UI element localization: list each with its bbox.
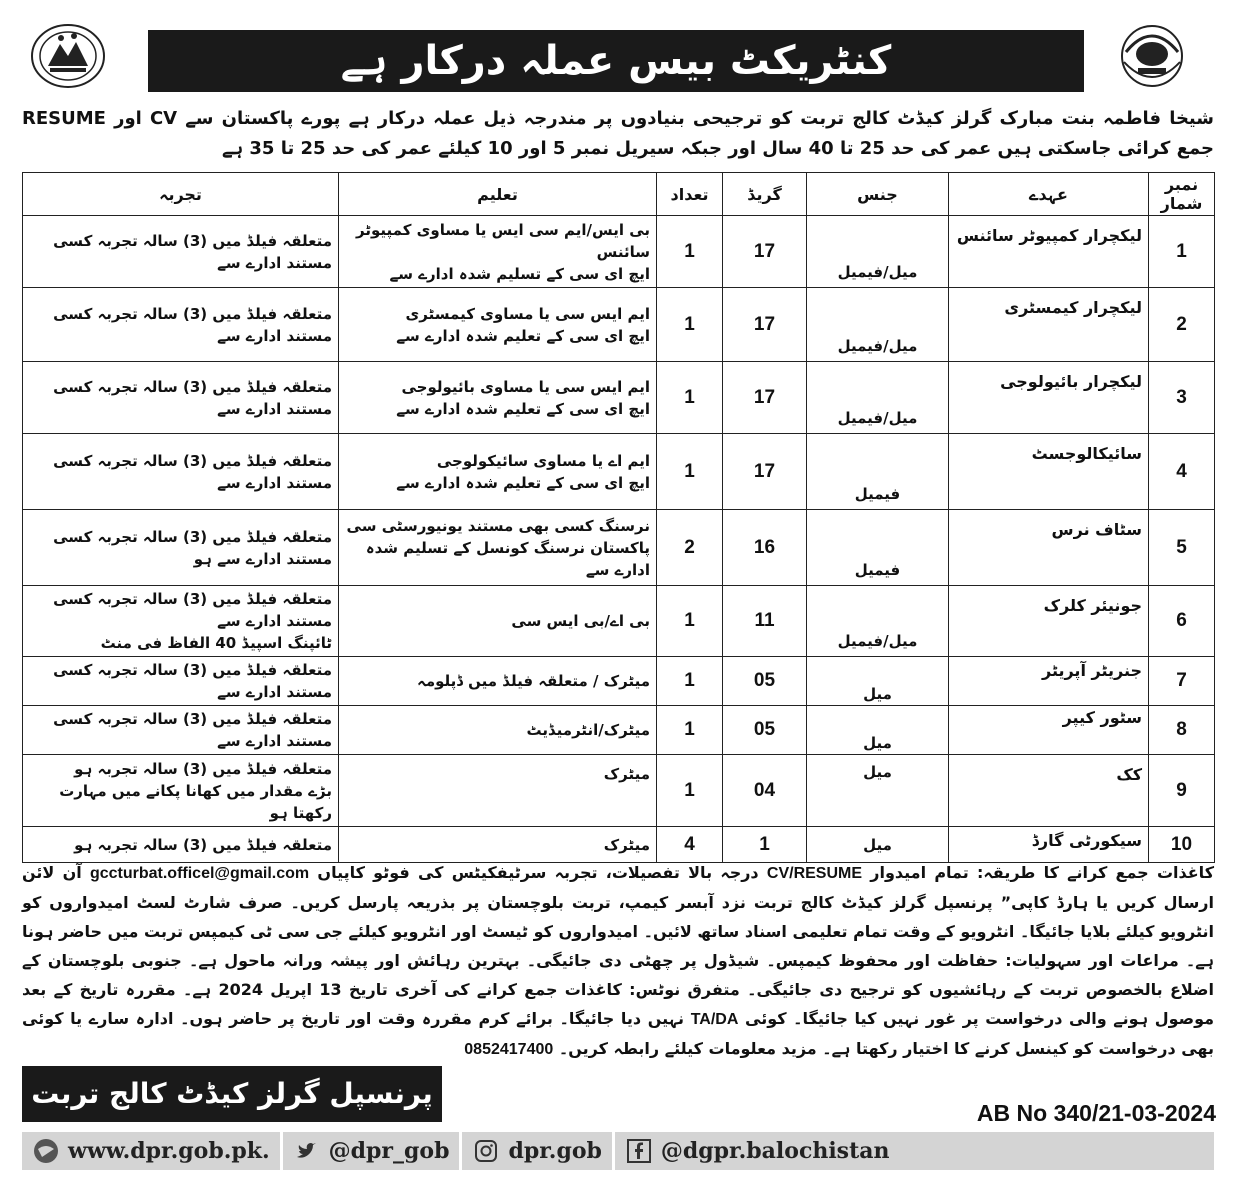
grade-cell: 16: [723, 510, 807, 586]
experience-line: متعلقہ فیلڈ میں (3) سالہ تجربہ ہو: [74, 835, 332, 854]
gender-cell: فیمیل: [807, 510, 949, 586]
post-cell: کک: [949, 755, 1149, 827]
experience-line: بڑے مقدار میں کھانا پکانے میں مہارت رکھتا ہو: [59, 781, 332, 822]
experience-line: متعلقہ فیلڈ میں (3) سالہ تجربہ کسی مستند ادارے سے: [53, 304, 332, 345]
experience-line: متعلقہ فیلڈ میں (3) سالہ تجربہ کسی مستند ادارے سے: [53, 451, 332, 492]
experience-cell: [23, 706, 339, 755]
serial-cell: 1: [1149, 216, 1215, 288]
grade-cell: 17: [723, 216, 807, 288]
experience-cell: [23, 434, 339, 510]
table-row: [23, 434, 1215, 510]
social-bar: [22, 1132, 1214, 1170]
globe-icon: [32, 1137, 60, 1165]
post-cell: جونیئر کلرک: [949, 586, 1149, 657]
count-cell: 1: [657, 216, 723, 288]
grade-cell: 05: [723, 706, 807, 755]
education-line: ایم ایس سی یا مساوی کیمسٹری: [405, 304, 650, 323]
gender-cell: میل: [807, 755, 949, 827]
education-line: نرسنگ کسی بھی مستند یونیورسٹی سی: [346, 516, 650, 535]
serial-cell: 2: [1149, 288, 1215, 362]
table-row: [23, 706, 1215, 755]
table-row: [23, 216, 1215, 288]
post-cell: لیکچرار کیمسٹری: [949, 288, 1149, 362]
instructions-text-3: آن لائن ارسال کریں یا ہارڈ کاپی” پرنسپل گرلز کیڈٹ کالج تربت نزد آبسر کیمپ، تربت بلوچستان پر بذریعہ پارسل کریں۔ صرف شارٹ لسٹ امیدواروں کو انٹرویو کیلئے بلایا جائیگا۔ انٹرویو کے وقت تمام تعلیمی اسناد ساتھ لائیں۔ امیدواروں کو ٹیسٹ اور انٹرویو کیلئے جی سی ٹی کیمپس تربت میں حاضر ہونا ہے۔: [22, 863, 1214, 970]
misc-text-1: کاغذات جمع کرانے کی آخری تاریخ: [348, 980, 622, 999]
header-experience: تجربہ: [23, 173, 339, 216]
ab-number: AB No 340/21-03-2024: [976, 1100, 1216, 1126]
education-line: بی اے/بی ایس سی: [511, 612, 650, 630]
experience-cell: [23, 755, 339, 827]
education-line: ایم ایس سی یا مساوی بائیولوجی: [401, 377, 650, 396]
serial-cell: 4: [1149, 434, 1215, 510]
education-cell: [339, 216, 657, 288]
serial-cell: 5: [1149, 510, 1215, 586]
grade-cell: 17: [723, 434, 807, 510]
jobs-table: [22, 172, 1215, 863]
principal-signature: پرنسپل گرلز کیڈٹ کالج تربت: [22, 1066, 442, 1122]
website-link[interactable]: [22, 1132, 280, 1170]
post-cell: سٹاف نرس: [949, 510, 1149, 586]
count-cell: 1: [657, 657, 723, 706]
instructions-label: کاغذات جمع کرانے کا طریقہ:: [977, 863, 1214, 882]
count-cell: 2: [657, 510, 723, 586]
count-cell: 1: [657, 362, 723, 434]
college-logo: [28, 22, 108, 92]
table-row: [23, 288, 1215, 362]
serial-cell: 3: [1149, 362, 1215, 434]
education-line: ایچ ای سی کے تعلیم شدہ ادارے سے: [396, 399, 650, 418]
serial-cell: 6: [1149, 586, 1215, 657]
header-serial: نمبر شمار: [1149, 173, 1215, 216]
header-grade: گریڈ: [723, 173, 807, 216]
jobs-table-body: [23, 216, 1215, 863]
education-line: میٹرک: [603, 835, 650, 854]
experience-cell: [23, 288, 339, 362]
education-line: میٹرک / متعلقہ فیلڈ میں ڈپلومہ: [417, 672, 650, 690]
experience-cell: [23, 216, 339, 288]
education-line: ایچ ای سی کے تعلیم شدہ ادارے سے: [396, 326, 650, 345]
grade-cell: 17: [723, 362, 807, 434]
grade-cell: 11: [723, 586, 807, 657]
contact-phone[interactable]: 0852417400: [464, 1041, 554, 1058]
education-line: ایم اے یا مساوی سائیکولوجی: [436, 451, 650, 470]
experience-line: متعلقہ فیلڈ میں (3) سالہ تجربہ ہو: [74, 759, 332, 778]
experience-cell: [23, 362, 339, 434]
facebook-link[interactable]: [612, 1132, 900, 1170]
facebook-icon: [625, 1137, 653, 1165]
misc-text-2: ہے۔ مقررہ تاریخ کے بعد موصول ہونے والی درخواست پر غور نہیں کیا جائیگا۔ کوئی: [22, 980, 1215, 1028]
serial-cell: 9: [1149, 755, 1215, 827]
count-cell: 1: [657, 434, 723, 510]
table-row: [23, 755, 1215, 827]
application-instructions: [22, 858, 1214, 1064]
grade-cell: 17: [723, 288, 807, 362]
education-cell: [339, 586, 657, 657]
count-cell: 1: [657, 288, 723, 362]
count-cell: 1: [657, 586, 723, 657]
grade-cell: 1: [723, 827, 807, 863]
facebook-handle: @dgpr.balochistan: [660, 1138, 890, 1164]
table-row: [23, 657, 1215, 706]
experience-line: متعلقہ فیلڈ میں (3) سالہ تجربہ کسی مستند ادارے سے: [53, 231, 332, 272]
count-cell: 1: [657, 755, 723, 827]
instagram-handle: dpr.gob: [508, 1138, 602, 1164]
gender-cell: میل/فیمیل: [807, 362, 949, 434]
header-education: تعلیم: [339, 173, 657, 216]
post-cell: سیکورٹی گارڈ: [949, 827, 1149, 863]
gender-cell: میل/فیمیل: [807, 288, 949, 362]
table-row: [23, 510, 1215, 586]
ta-da-text: TA/DA: [690, 1011, 739, 1028]
education-line: بی ایس/ایم سی ایس یا مساوی کمپیوٹر سائنس: [356, 220, 650, 261]
count-cell: 4: [657, 827, 723, 863]
intro-text: شیخا فاطمہ بنت مبارک گرلز کیڈٹ کالج تربت کو ترجیحی بنیادوں پر مندرجہ ذیل عملہ درکار ہے پورے پاکستان سے CV اور RESUME جمع کرائی جاسکتی ہیں عمر کی حد 25 تا 40 سال اور جبکہ سیریل نمبر 5 اور 10 کیلئے عمر کی حد 25 تا 35 ہے: [22, 108, 1214, 159]
education-cell: [339, 288, 657, 362]
twitter-link[interactable]: [280, 1132, 460, 1170]
education-line: میٹرک/انٹرمیڈیٹ: [526, 721, 650, 739]
instagram-icon: [472, 1137, 500, 1165]
misc-label: متفرق نوٹس:: [629, 980, 740, 999]
experience-line: متعلقہ فیلڈ میں (3) سالہ تجربہ کسی مستند ادارے سے: [53, 590, 332, 630]
post-cell: سائیکالوجسٹ: [949, 434, 1149, 510]
experience-line: متعلقہ فیلڈ میں (3) سالہ تجربہ کسی مستند ادارے سے: [53, 710, 332, 750]
experience-cell: [23, 657, 339, 706]
twitter-icon: [293, 1137, 321, 1165]
instructions-text-2: درجہ بالا تفصیلات، تجربہ سرٹیفکیٹس کی فوٹو کاپیاں: [317, 863, 759, 882]
serial-cell: 8: [1149, 706, 1215, 755]
education-line: پاکستان نرسنگ کونسل کے تسلیم شدہ ادارے سے: [365, 538, 650, 579]
experience-cell: [23, 586, 339, 657]
experience-cell: [23, 510, 339, 586]
deadline-date: 13 اپریل 2024: [218, 980, 342, 999]
gender-cell: میل/فیمیل: [807, 216, 949, 288]
education-cell: [339, 706, 657, 755]
cv-resume-text: CV/RESUME: [766, 865, 863, 882]
post-cell: سٹور کیپر: [949, 706, 1149, 755]
facilities-label: مراعات اور سہولیات:: [1005, 951, 1179, 970]
post-cell: جنریٹر آپریٹر: [949, 657, 1149, 706]
gender-cell: فیمیل: [807, 434, 949, 510]
header-gender: جنس: [807, 173, 949, 216]
post-cell: لیکچرار بائیولوجی: [949, 362, 1149, 434]
email-link[interactable]: gccturbat.officel@gmail.com: [89, 865, 310, 882]
post-cell: لیکچرار کمپیوٹر سائنس: [949, 216, 1149, 288]
experience-line: متعلقہ فیلڈ میں (3) سالہ تجربہ کسی مستند ادارے سے: [53, 377, 332, 418]
experience-line: متعلقہ فیلڈ میں (3) سالہ تجربہ کسی مستند ادارے سے: [53, 661, 332, 701]
twitter-handle: @dpr_gob: [328, 1138, 450, 1164]
header-count: تعداد: [657, 173, 723, 216]
gender-cell: میل: [807, 657, 949, 706]
misc-text-3: نہیں دیا جائیگا۔ برائے کرم مقررہ وقت اور تاریخ پر حاضر ہوں۔ ادارہ سارے یا کوئی بھی درخواست کو کینسل کرنے کا اختیار رکھتا ہے۔ مزید معلومات کیلئے رابطہ کریں۔: [22, 1009, 1214, 1058]
header-post: عہدے: [949, 173, 1149, 216]
education-line: میٹرک: [603, 765, 650, 783]
education-cell: [339, 755, 657, 827]
government-seal: [1112, 22, 1192, 92]
count-cell: 1: [657, 706, 723, 755]
grade-cell: 05: [723, 657, 807, 706]
gender-cell: میل/فیمیل: [807, 586, 949, 657]
page-title: کنٹریکٹ بیس عملہ درکار ہے: [148, 30, 1084, 92]
experience-line: متعلقہ فیلڈ میں (3) سالہ تجربہ کسی مستند ادارے سے ہو: [53, 527, 332, 568]
education-cell: [339, 657, 657, 706]
table-row: [23, 586, 1215, 657]
education-line: ایچ ای سی کے تسلیم شدہ ادارے سے: [389, 264, 650, 283]
education-cell: [339, 434, 657, 510]
gender-cell: میل: [807, 827, 949, 863]
education-cell: [339, 510, 657, 586]
education-line: ایچ ای سی کے تعلیم شدہ ادارے سے: [396, 473, 650, 492]
education-cell: [339, 362, 657, 434]
instagram-link[interactable]: [459, 1132, 611, 1170]
table-row: [23, 362, 1215, 434]
serial-cell: 10: [1149, 827, 1215, 863]
instructions-text-1: تمام امیدوار: [870, 863, 969, 882]
facilities-text: حفاظت اور محفوظ کیمپس۔ شیڈول پر چھٹی دی جائیگی۔ بہترین رہائش اور پیشہ ورانہ ماحول ہے۔ جنوبی بلوچستان کے اضلاع بالخصوص تربت کے رہائشیوں کو ترجیح دی جائیگی۔: [22, 951, 1215, 999]
website-text: www.dpr.gob.pk.: [68, 1138, 270, 1164]
table-header-row: [23, 173, 1215, 216]
grade-cell: 04: [723, 755, 807, 827]
experience-line: ٹائپنگ اسپیڈ 40 الفاظ فی منٹ: [100, 634, 332, 652]
gender-cell: میل: [807, 706, 949, 755]
serial-cell: 7: [1149, 657, 1215, 706]
